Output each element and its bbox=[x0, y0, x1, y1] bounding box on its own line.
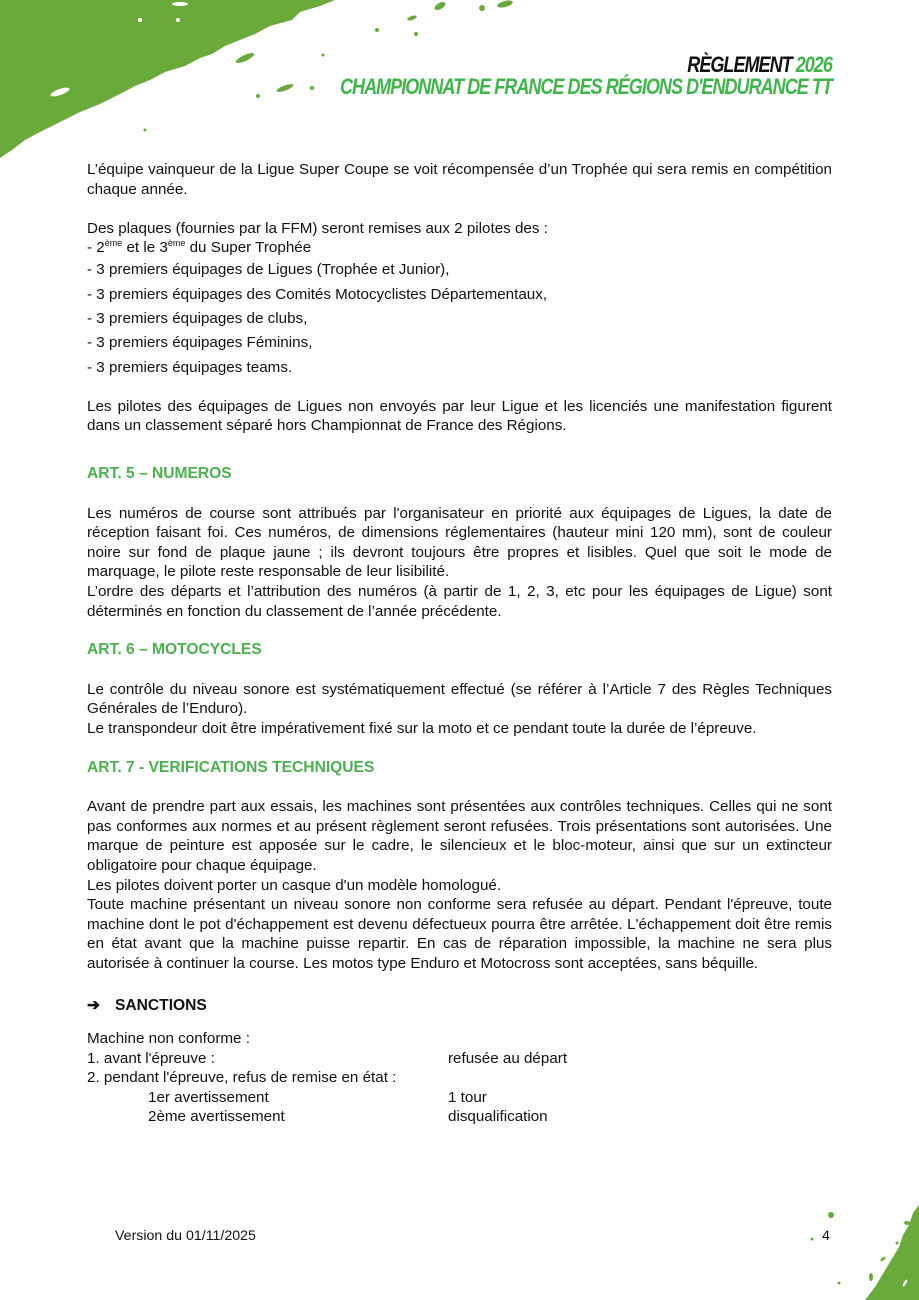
sanction-value: 1 tour bbox=[448, 1088, 487, 1106]
header-title-reglement: RÈGLEMENT bbox=[687, 52, 792, 77]
list-item: - 2ème et le 3ème du Super Trophée bbox=[87, 238, 312, 257]
article-5-paragraph-1: Les numéros de course sont attribués par l'organisateur en priorité aux équipages de Ligues, la date de réception faisant foi. Ces numéros, de dimensions réglementaires (hauteur mini 120 mm), sont de couleur noire sur fond de plaque jaune ; ils devront toujours être propres et lisibles. Quel que soit le mode de marquage, le pilote reste responsable de leur lisibilité. bbox=[87, 504, 832, 581]
sanction-value: disqualification bbox=[448, 1108, 548, 1126]
article-6-paragraph-1: Le contrôle du niveau sonore est systématiquement effectué (se référer à l’Article 7 des Règles Techniques Générales de l’Enduro). bbox=[87, 680, 832, 718]
article-7-heading: ART. 7 - VERIFICATIONS TECHNIQUES bbox=[87, 758, 375, 776]
article-5-paragraph-2: L’ordre des départs et l’attribution des numéros (à partir de 1, 2, 3, etc pour les équipages de Ligue) sont déterminés en fonction du classement de l’année précédente. bbox=[87, 583, 832, 620]
intro-paragraph-plaques: Des plaques (fournies par la FFM) seront remises aux 2 pilotes des : bbox=[87, 219, 548, 237]
article-5-heading: ART. 5 – NUMEROS bbox=[87, 465, 232, 483]
article-7-paragraph-3: Toute machine présentant un niveau sonore non conforme sera refusée au départ. Pendant l'épreuve, toute machine dont le pot d'échappement est devenu défectueux pourra être arrêtée. L'échappement doit être remis en état avant que la machine puisse repartir. En cas de réparation impossible, la machine ne sera plus autorisée à continuer la course. Les motos type Enduro et Motocross sont acceptées, sans béquille. bbox=[87, 896, 832, 972]
green-splash-decoration-bottom bbox=[809, 1195, 919, 1300]
document-body bbox=[87, 160, 832, 1127]
footer-version: Version du 01/11/2025 bbox=[115, 1228, 256, 1244]
list-item: - 3 premiers équipages des Comités Motocyclistes Départementaux, bbox=[87, 285, 548, 303]
sanction-label: 2ème avertissement bbox=[148, 1108, 285, 1126]
sanction-label: 2. pendant l'épreuve, refus de remise en état : bbox=[87, 1069, 397, 1087]
sanction-value: refusée au départ bbox=[448, 1049, 568, 1067]
sanction-row bbox=[87, 1107, 832, 1127]
sanction-row bbox=[87, 1049, 832, 1069]
page-number: 4 bbox=[822, 1228, 830, 1244]
header-title-year: 2026 bbox=[795, 52, 832, 77]
article-6-paragraph-2: Le transpondeur doit être impérativement fixé sur la moto et ce pendant toute la durée de l’épreuve. bbox=[87, 719, 757, 737]
article-6-heading: ART. 6 – MOTOCYCLES bbox=[87, 641, 262, 659]
article-7-paragraph-2: Les pilotes doivent porter un casque d'un modèle homologué. bbox=[87, 876, 502, 894]
header-title bbox=[340, 54, 832, 76]
list-item: - 3 premiers équipages teams. bbox=[87, 358, 293, 376]
intro-paragraph-classement: Les pilotes des équipages de Ligues non envoyés par leur Ligue et les licenciés une manifestation figurent dans un classement séparé hors Championnat de France des Régions. bbox=[87, 397, 832, 435]
arrow-right-icon: ➔ bbox=[87, 996, 101, 1014]
sanctions-intro: Machine non conforme : bbox=[87, 1030, 250, 1048]
list-item: - 3 premiers équipages de Ligues (Trophée et Junior), bbox=[87, 261, 450, 279]
article-7-paragraph-1: Avant de prendre part aux essais, les machines sont présentées aux contrôles techniques. Celles qui ne sont pas conformes aux normes et au présent règlement seront refusées. Trois présentations sont autorisées. Une marque de peinture est apposée sur le cadre, le silencieux et le bloc-moteur, ainsi que sur un extincteur obligatoire pour chaque équipage. bbox=[87, 798, 832, 874]
sanction-label: 1er avertissement bbox=[148, 1088, 269, 1106]
list-item: - 3 premiers équipages Féminins, bbox=[87, 334, 313, 352]
sanction-label: 1. avant l'épreuve : bbox=[87, 1049, 215, 1067]
intro-paragraph-trophy: L’équipe vainqueur de la Ligue Super Coupe se voit récompensée d’un Trophée qui sera remis en compétition chaque année. bbox=[87, 161, 832, 198]
sanction-row bbox=[87, 1068, 832, 1088]
document-header bbox=[232, 54, 832, 98]
sanctions-heading bbox=[87, 996, 832, 1016]
sanction-row bbox=[87, 1088, 832, 1108]
list-item: - 3 premiers équipages de clubs, bbox=[87, 309, 308, 327]
header-subtitle: CHAMPIONNAT DE FRANCE DES RÉGIONS D'ENDURANCE TT bbox=[340, 74, 832, 99]
sanctions-heading-label: SANCTIONS bbox=[115, 996, 207, 1014]
